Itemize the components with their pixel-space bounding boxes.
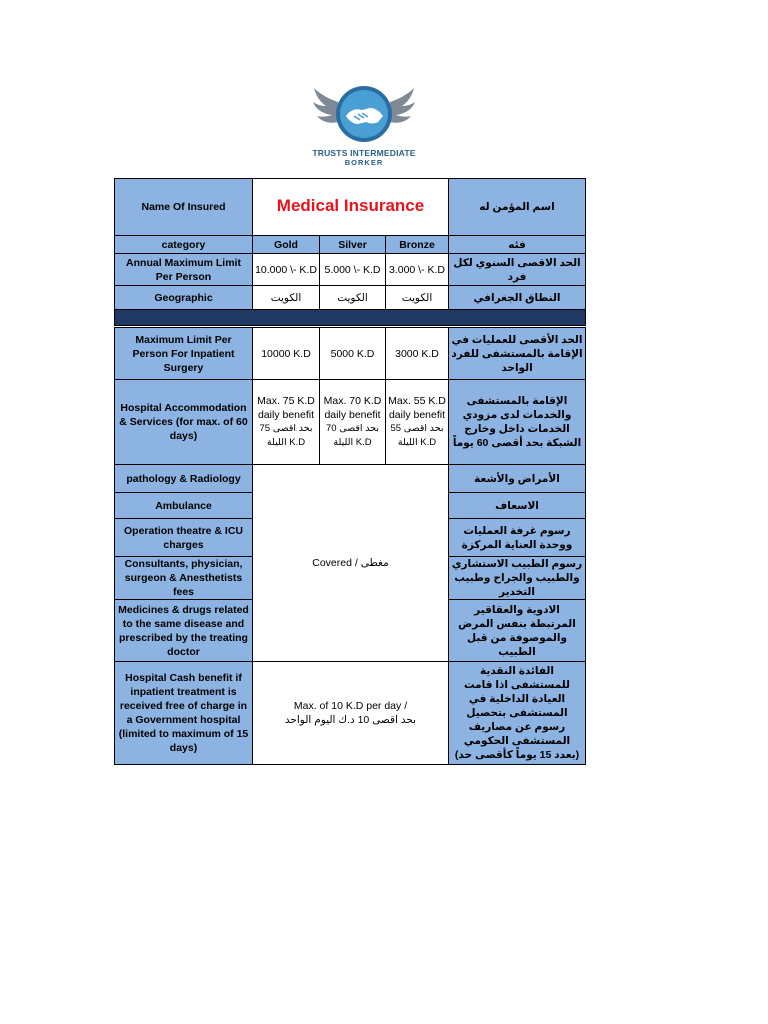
logo-line-1: TRUSTS INTERMEDIATE	[312, 148, 416, 158]
annual-limit-label-ar: الحد الاقصى السنوي لكل فرد	[449, 254, 586, 286]
category-label-ar: فئه	[449, 236, 586, 254]
geographic-label-ar: النطاق الجغرافي	[449, 286, 586, 310]
divider-band	[115, 310, 586, 326]
accommodation-bronze	[386, 380, 449, 465]
accommodation-label: Hospital Accommodation & Services (for max. of 60 days)	[115, 380, 253, 465]
cash-benefit-value-ar: بحد اقصى 10 د.ك اليوم الواحد	[284, 714, 417, 726]
benefits-table	[114, 327, 586, 765]
accommodation-gold	[253, 380, 320, 465]
document-title	[253, 179, 449, 236]
inpatient-surgery-silver: 5000 K.D	[320, 328, 386, 380]
company-logo	[308, 82, 420, 172]
cash-benefit-label-ar: الفائدة النقدية للمستشفى اذا قامت العيادة الداخلية في المستشفى بتحصيل رسوم عن مصاريف المستشفى الحكومي (بعدد 15 يوماً كأقصى حد)	[449, 662, 586, 765]
covered-row-label: pathology & Radiology	[115, 465, 253, 493]
annual-limit-gold: 10.000 \- K.D	[253, 254, 320, 286]
accommodation-gold-en: Max. 75 K.D daily benefit	[257, 395, 315, 421]
cash-benefit-value	[253, 662, 449, 765]
accommodation-label-ar: الإقامة بالمستشفى والخدمات لدى مزودي الخدمات داخل وخارج الشبكة بحد أقصى 60 يوماً	[449, 380, 586, 465]
accommodation-bronze-ar: بحد اقصى 55 K.D الليلة	[390, 423, 444, 448]
table-row	[115, 286, 586, 310]
table-row	[115, 179, 586, 236]
category-silver: Silver	[320, 236, 386, 254]
insurance-sheet	[114, 178, 585, 763]
geographic-bronze: الكويت	[386, 286, 449, 310]
handshake-logo-icon	[308, 82, 420, 148]
covered-row-label-ar: رسوم غرفة العمليات ووحدة العناية المركزة	[449, 519, 586, 557]
table-row	[115, 380, 586, 465]
category-bronze: Bronze	[386, 236, 449, 254]
table-row	[115, 662, 586, 765]
covered-cell: Covered / مغطى	[253, 465, 449, 662]
geographic-gold: الكويت	[253, 286, 320, 310]
accommodation-bronze-en: Max. 55 K.D daily benefit	[388, 395, 446, 421]
covered-row-label: Ambulance	[115, 493, 253, 519]
geographic-silver: الكويت	[320, 286, 386, 310]
annual-limit-silver: 5.000 \- K.D	[320, 254, 386, 286]
logo-line-2: BORKER	[344, 158, 384, 167]
covered-row-label-ar: الاسعاف	[449, 493, 586, 519]
accommodation-silver-ar: بحد اقصى 70 K.D الليلة	[326, 423, 379, 448]
covered-row-label-ar: الادوية والعقاقير المرتبطة بنفس المرض والموصوفة من قبل الطبيب	[449, 600, 586, 662]
covered-row-label: Operation theatre & ICU charges	[115, 519, 253, 557]
divider-band-cell	[115, 310, 586, 326]
accommodation-silver	[320, 380, 386, 465]
inpatient-surgery-bronze: 3000 K.D	[386, 328, 449, 380]
table-row	[115, 465, 586, 493]
inpatient-surgery-gold: 10000 K.D	[253, 328, 320, 380]
covered-row-label-ar: رسوم الطبيب الاستشاري والطبيب والجراح وطبيب التخدير	[449, 557, 586, 600]
table-row	[115, 236, 586, 254]
category-label: category	[115, 236, 253, 254]
annual-limit-bronze: 3.000 \- K.D	[386, 254, 449, 286]
cash-benefit-value-en: Max. of 10 K.D per day /	[293, 700, 408, 712]
covered-row-label-ar: الأمراض والأشعة	[449, 465, 586, 493]
category-gold: Gold	[253, 236, 320, 254]
covered-row-label: Consultants, physician, surgeon & Anesthetists fees	[115, 557, 253, 600]
cash-benefit-label: Hospital Cash benefit if inpatient treatment is received free of charge in a Government hospital (limited to maximum of 15 days)	[115, 662, 253, 765]
name-of-insured-label-ar: اسم المؤمن له	[449, 179, 586, 236]
document-title-text: Medical Insurance	[276, 196, 425, 215]
inpatient-surgery-label-ar: الحد الأقصى للعمليات في الإقامة بالمستشفى للفرد الواحد	[449, 328, 586, 380]
geographic-label: Geographic	[115, 286, 253, 310]
table-row	[115, 328, 586, 380]
table-row	[115, 254, 586, 286]
accommodation-silver-en: Max. 70 K.D daily benefit	[323, 395, 382, 421]
summary-table	[114, 178, 586, 326]
covered-row-label: Medicines & drugs related to the same disease and prescribed by the treating doctor	[115, 600, 253, 662]
annual-limit-label: Annual Maximum Limit Per Person	[115, 254, 253, 286]
inpatient-surgery-label: Maximum Limit Per Person For Inpatient Surgery	[115, 328, 253, 380]
accommodation-gold-ar: بحد اقصى 75 K.D الليلة	[259, 423, 313, 448]
name-of-insured-label: Name Of Insured	[115, 179, 253, 236]
